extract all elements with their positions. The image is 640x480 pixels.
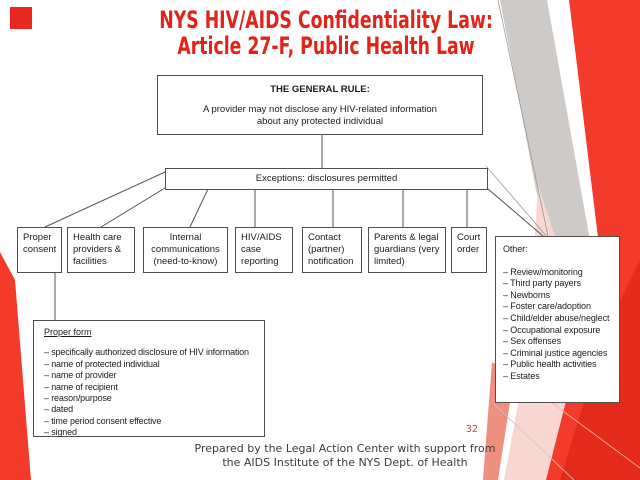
proper-form-item: – dated: [44, 404, 73, 415]
footer-line2: the AIDS Institute of the NYS Dept. of Health: [222, 456, 468, 469]
proper-form-item: – time period consent effective: [44, 415, 162, 426]
box-court-order: Court order: [451, 227, 487, 273]
general-rule-body-line1: A provider may not disclose any HIV-related information: [203, 104, 437, 115]
box-internal-communications: Internal communications (need-to-know): [143, 227, 228, 273]
box-proper-consent: Proper consent: [17, 227, 62, 273]
proper-form-item: – name of provider: [44, 370, 117, 381]
accent-square-shape: [10, 7, 32, 29]
connector-to-health-care: [101, 188, 165, 227]
proper-form-item: – specifically authorized disclosure of HIV information: [44, 347, 249, 358]
other-item: – Sex offenses: [503, 336, 561, 347]
slide-title-line2: Article 27-F, Public Health Law: [177, 32, 475, 60]
proper-form-box: [33, 320, 265, 437]
general-rule-body-line2: about any protected individual: [256, 116, 384, 127]
proper-form-item: – name of protected individual: [44, 358, 160, 369]
footer-line1: Prepared by the Legal Action Center with support from: [194, 442, 496, 455]
box-health-care-providers: Health care providers & facilities: [67, 227, 135, 273]
footer-credit: [95, 442, 595, 470]
other-box: [495, 236, 620, 403]
page-number: 32: [465, 424, 478, 435]
bottom-left-wedge-shape: [0, 252, 31, 480]
proper-form-item: – signed: [44, 427, 77, 438]
other-item: – Newborns: [503, 289, 551, 300]
other-heading: Other:: [503, 244, 528, 254]
other-item: – Review/monitoring: [503, 266, 583, 277]
other-item: – Public health activities: [503, 359, 597, 370]
other-item: – Foster care/adoption: [503, 301, 591, 312]
slide-title: [91, 7, 560, 59]
proper-form-heading: Proper form: [44, 327, 92, 337]
other-item: – Third party payers: [503, 278, 581, 289]
other-item: – Criminal justice agencies: [503, 347, 608, 358]
box-parents-legal-guardians: Parents & legal guardians (very limited): [368, 227, 446, 273]
connector-to-other: [488, 189, 543, 236]
other-item: – Child/elder abuse/neglect: [503, 312, 610, 323]
connector-to-internal: [190, 189, 208, 227]
other-item: – Occupational exposure: [503, 324, 601, 335]
slide-title-line1: NYS HIV/AIDS Confidentiality Law:: [159, 6, 493, 34]
proper-form-item: – name of recipient: [44, 381, 118, 392]
other-item: – Estates: [503, 370, 540, 381]
box-hiv-aids-case-reporting: HIV/AIDS case reporting: [235, 227, 293, 273]
general-rule-heading: THE GENERAL RULE:: [270, 84, 370, 95]
general-rule-box: [157, 75, 483, 135]
proper-form-item: – reason/purpose: [44, 393, 112, 404]
exceptions-box: Exceptions: disclosures permitted: [165, 168, 488, 190]
box-contact-partner-notification: Contact (partner) notification: [302, 227, 362, 273]
